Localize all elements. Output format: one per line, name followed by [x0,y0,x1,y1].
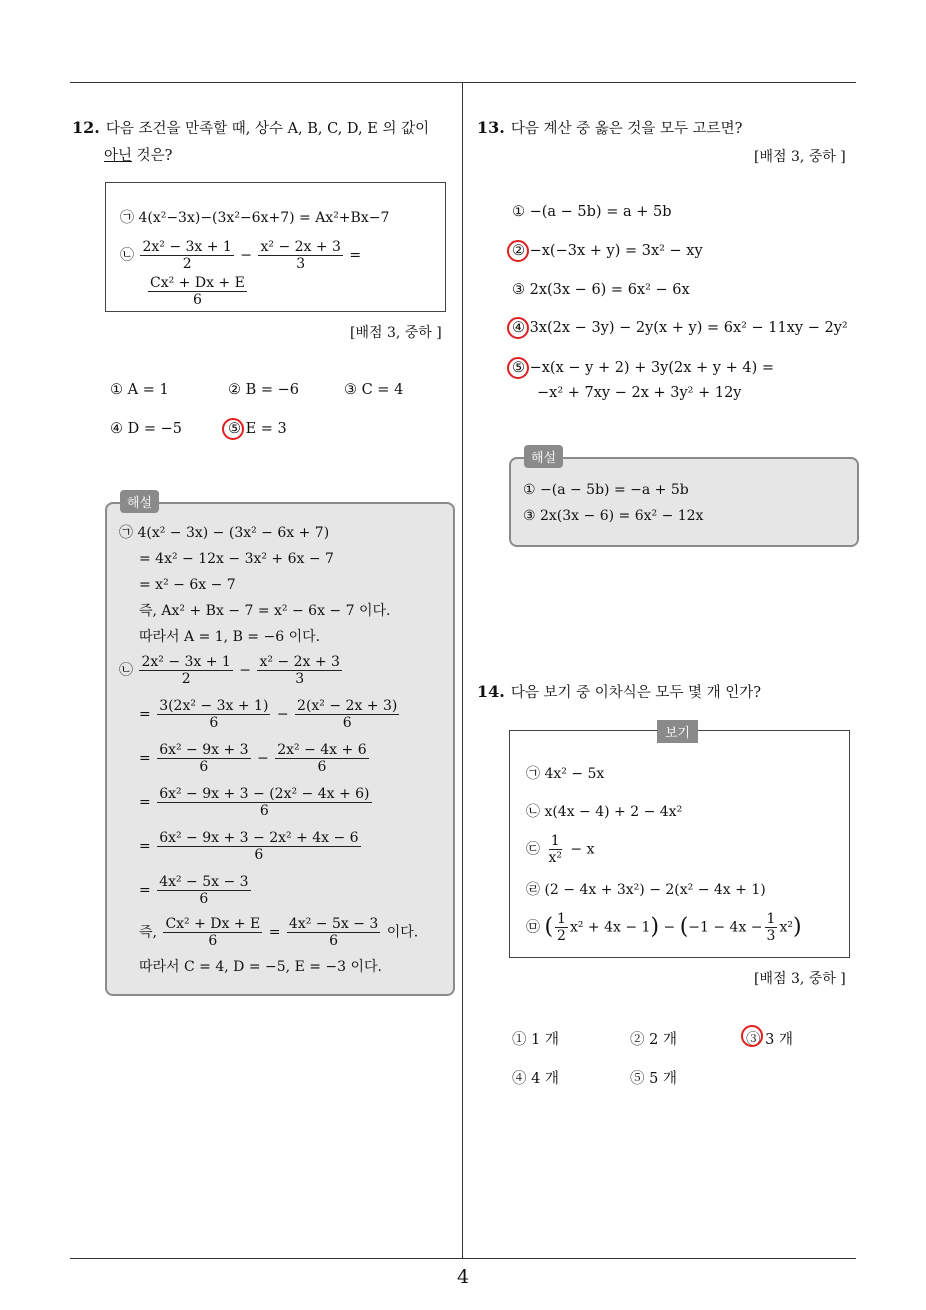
q12-sol-line: = $\frac{\text{6x² − 9x + 3 − 2x² + 4x − 6}}{6}$ [139,830,359,863]
q12-sol-line: 따라서 A = 1, B = −6 이다. [139,629,321,645]
q14-option-1[interactable]: ① 1 개 [512,1032,559,1048]
q14-prompt: 14. 다음 보기 중 이차식은 모두 몇 개 인가? [477,682,761,701]
q14-item-4: ㉣ (2 − 4x + 3x²) − 2(x² − 4x + 1) [526,882,766,898]
q12-condition-2-rhs: $\frac{\text{Cx² + Dx + E}}{6}$ [150,275,245,308]
q12-number: 12. [72,118,100,137]
q12-solution-box [105,502,455,996]
q12-sol-line: = x² − 6x − 7 [139,577,236,593]
q13-option-5-cont: −x² + 7xy − 2x + 3y² + 12y [537,385,742,401]
q12-sol-line: = $\frac{\text{6x² − 9x + 3 − (2x² − 4x + 6)}}{6}$ [139,786,370,819]
column-divider [462,82,463,1258]
q14-option-2[interactable]: ② 2 개 [630,1032,677,1048]
q14-item-5: ㉤ ( $\frac{1}{2}$ x² + 4x − 1) − (−1 − 4x − $\frac{1}{3}$ x²) [526,911,802,944]
bottom-rule [70,1258,856,1259]
q12-option-4[interactable]: ④ D = −5 [110,421,182,437]
q12-prompt-line2: 아닌 것은? [104,148,173,164]
q13-option-5[interactable]: ⑤ −x(x − y + 2) + 3y(2x + y + 4) = [512,360,774,376]
q14-item-3: ㉢ $\frac{1}{\text{x²}}$ − x [526,833,595,866]
q14-option-4[interactable]: ④ 4 개 [512,1071,559,1087]
q13-meta: [배점 3, 중하 ] [754,149,846,165]
q13-answer-mark-4 [507,317,529,339]
q13-answer-mark-5 [507,357,529,379]
q12-condition-box [105,182,446,312]
q12-sol-line: ㉠ 4(x² − 3x) − (3x² − 6x + 7) [119,525,330,541]
q12-sol-line: = $\frac{\text{3(2x² − 3x + 1)}}{6}$ − $\frac{\text{2(x² − 2x + 3)}}{6}$ [139,698,398,731]
q14-meta: [배점 3, 중하 ] [754,971,846,987]
q12-option-5[interactable]: ⑤ E = 3 [228,421,287,437]
q12-sol-line: 따라서 C = 4, D = −5, E = −3 이다. [139,959,383,975]
page-number: 4 [456,1266,470,1288]
q14-number: 14. [477,682,505,701]
q12-condition-1: ㉠ 4(x²−3x)−(3x²−6x+7) = Ax²+Bx−7 [120,210,390,226]
q14-option-3[interactable]: ③ 3 개 [746,1032,793,1048]
q12-meta: [배점 3, 중하 ] [350,325,442,341]
q12-option-2[interactable]: ② B = −6 [228,382,300,398]
q13-solution-tag: 해설 [524,445,563,468]
q13-option-2[interactable]: ② −x(−3x + y) = 3x² − xy [512,243,703,259]
top-rule [70,82,856,83]
q13-solution-box [509,457,859,547]
q12-sol-line: 즉, Ax² + Bx − 7 = x² − 6x − 7 이다. [139,603,391,619]
q14-option-5[interactable]: ⑤ 5 개 [630,1071,677,1087]
q12-sol-line: = 4x² − 12x − 3x² + 6x − 7 [139,551,334,567]
q14-item-2: ㉡ x(4x − 4) + 2 − 4x² [526,804,683,820]
q13-option-4[interactable]: ④ 3x(2x − 3y) − 2y(x + y) = 6x² − 11xy − 2y² [512,320,848,336]
q12-sol-line: ㉡ $\frac{\text{2x² − 3x + 1}}{2}$ − $\frac{\text{x² − 2x + 3}}{3}$ [119,654,340,687]
q12-prompt-line1: 12. 다음 조건을 만족할 때, 상수 A, B, C, D, E 의 값이 [72,118,430,137]
q13-option-1[interactable]: ① −(a − 5b) = a + 5b [512,204,672,220]
q12-answer-mark [222,418,244,440]
q14-bogi-tag: 보기 [657,720,698,743]
q14-answer-mark [741,1025,763,1047]
q12-sol-line: 즉, $\frac{\text{Cx² + Dx + E}}{6}$ = $\frac{\text{4x² − 5x − 3}}{6}$ 이다. [139,916,419,949]
q13-option-3[interactable]: ③ 2x(3x − 6) = 6x² − 6x [512,282,690,298]
q12-condition-2: ㉡ $\frac{\text{2x² − 3x + 1}}{2}$ − $\frac{\text{x² − 2x + 3}}{3}$ = [120,239,362,272]
q13-sol-line: ③ 2x(3x − 6) = 6x² − 12x [523,508,704,524]
q13-answer-mark-2 [507,240,529,262]
q12-sol-line: = $\frac{\text{4x² − 5x − 3}}{6}$ [139,874,249,907]
q13-prompt: 13. 다음 계산 중 옳은 것을 모두 고르면? [477,118,743,137]
q12-option-1[interactable]: ① A = 1 [110,382,169,398]
q12-sol-line: = $\frac{\text{6x² − 9x + 3}}{6}$ − $\frac{\text{2x² − 4x + 6}}{6}$ [139,742,367,775]
q13-sol-line: ① −(a − 5b) = −a + 5b [523,482,689,498]
q14-bogi-box [509,730,850,958]
q13-number: 13. [477,118,505,137]
q14-item-1: ㉠ 4x² − 5x [526,766,605,782]
q12-option-3[interactable]: ③ C = 4 [344,382,404,398]
q12-solution-tag: 해설 [120,490,159,513]
